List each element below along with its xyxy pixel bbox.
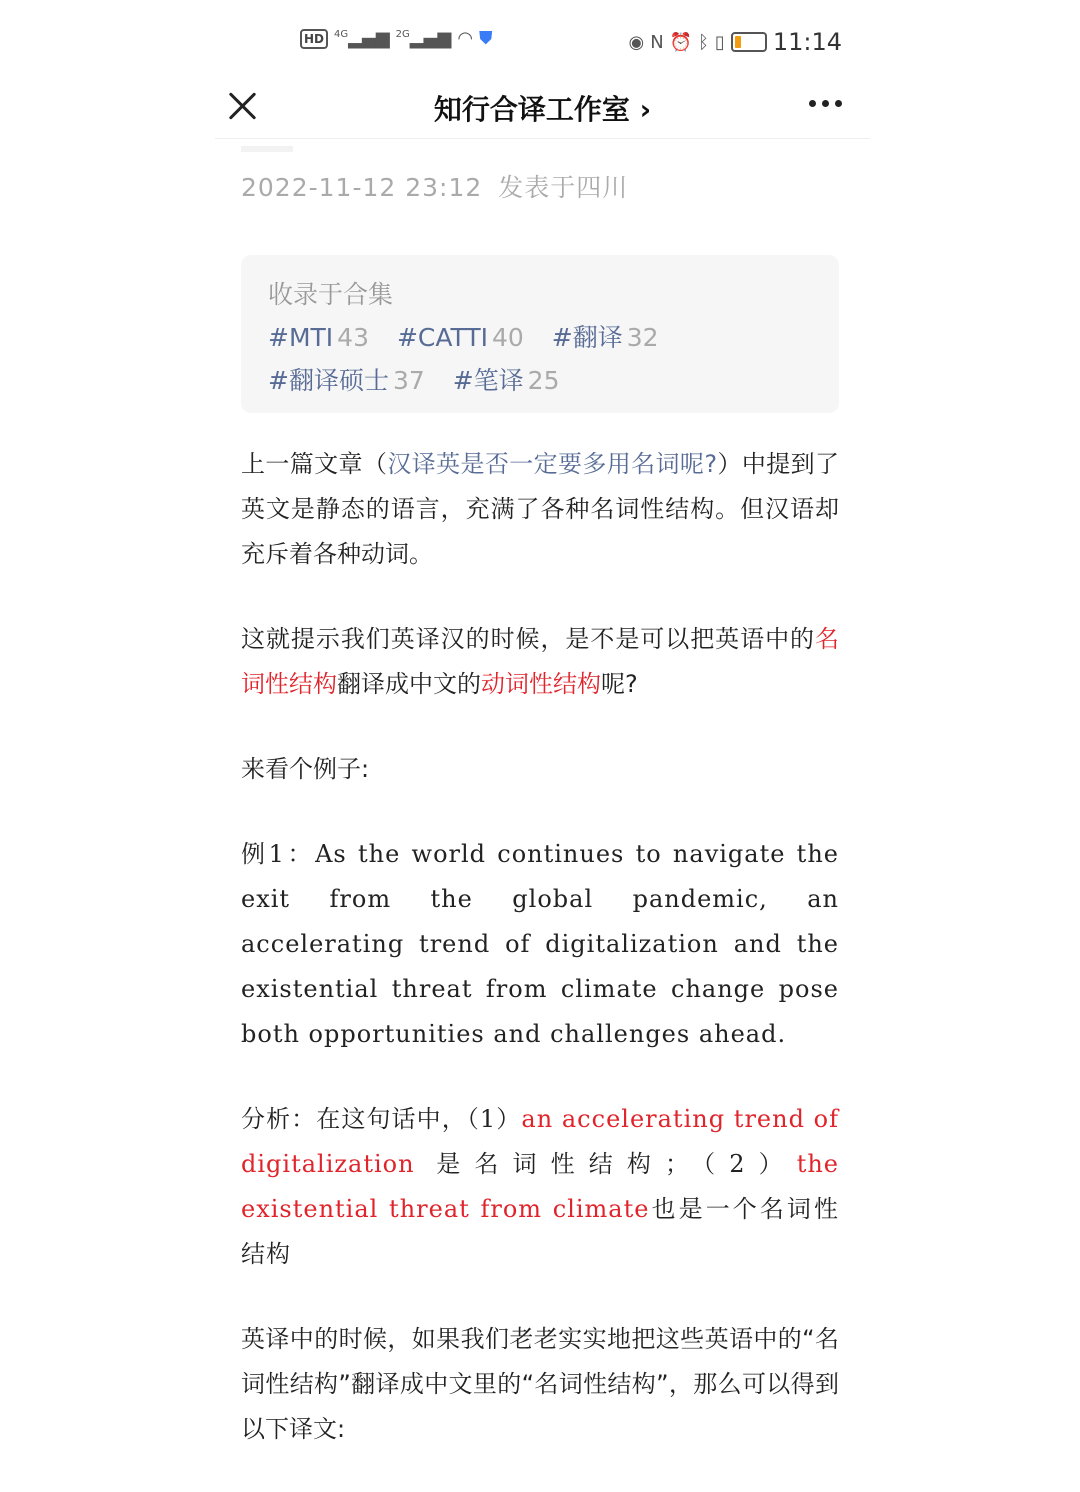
shield-icon: ⛊ <box>479 28 493 49</box>
nfc-icon: N <box>650 31 664 53</box>
eye-icon: ◉ <box>628 31 645 53</box>
paragraph-3: 来看个例子: <box>241 755 370 783</box>
publish-datetime: 2022-11-12 23:12 <box>241 173 483 202</box>
prev-article-link[interactable]: 汉译英是否一定要多用名词呢? <box>387 450 718 478</box>
status-bar <box>215 22 870 62</box>
2g-signal-icon: $^{2G}$▂▄▆ <box>395 28 452 49</box>
alarm-icon: ⏰ <box>669 31 693 53</box>
4g-label: 4G <box>334 29 349 40</box>
status-time: 11:14 <box>772 28 842 56</box>
status-left <box>300 28 493 49</box>
2g-label: 2G <box>395 29 410 40</box>
status-right <box>629 28 843 56</box>
tag-row-2 <box>268 361 579 397</box>
example-1: 例1：As the world continues to navigate the exit from the global pandemic, an accelerating trend of digitalization and the existential threat from climate change pose both opportunities and challenges ahead. <box>241 840 839 1048</box>
analysis-paragraph: 分析：在这句话中，（1）an accelerating trend of digitalization 是名词性结构；（2）the existential threat from climate也是一个名词性结构 <box>241 1105 840 1268</box>
tag-written-translation[interactable]: #笔译 25 <box>452 366 560 395</box>
article-screen <box>215 0 870 1443</box>
tag-mti-degree[interactable]: #翻译硕士 37 <box>268 366 425 395</box>
paragraph-2: 这就提示我们英译汉的时候，是不是可以把英语中的名词性结构翻译成中文的动词性结构呢? <box>241 625 839 698</box>
battery-icon <box>731 32 767 52</box>
battery-fill <box>735 36 741 48</box>
tag-row-1 <box>268 318 679 354</box>
collection-label: 收录于合集 <box>268 280 394 309</box>
paragraph-6: 英译中的时候，如果我们老老实实地把这些英语中的“名词性结构”翻译成中文里的“名词性结构”，那么可以得到以下译文: <box>241 1325 839 1443</box>
vibrate-icon: ▯ <box>714 31 725 53</box>
collection-box <box>241 255 839 413</box>
publish-location: 发表于四川 <box>498 173 629 202</box>
article-body <box>241 442 839 1492</box>
4g-signal-icon: $^{4G}$▂▄▆ <box>334 28 390 49</box>
tag-translation[interactable]: #翻译 32 <box>551 323 659 352</box>
tag-catti[interactable]: #CATTI 40 <box>396 323 524 352</box>
wifi-icon: ◠ <box>457 28 474 49</box>
account-name[interactable]: 知行合译工作室 <box>433 93 630 126</box>
paragraph-1: 上一篇文章（汉译英是否一定要多用名词呢?）中提到了英文是静态的语言，充满了各种名词性结构。但汉语却充斥着各种动词。 <box>241 450 839 568</box>
account-title[interactable] <box>215 88 870 128</box>
hd-icon: HD <box>300 29 328 49</box>
article-meta <box>241 168 628 204</box>
bluetooth-icon: ᛒ <box>698 31 709 53</box>
chevron-right-icon: › <box>639 93 652 126</box>
tag-mti[interactable]: #MTI 43 <box>268 323 369 352</box>
nav-bar <box>215 78 870 139</box>
more-icon[interactable] <box>809 100 842 107</box>
scroll-remnant <box>241 146 293 152</box>
